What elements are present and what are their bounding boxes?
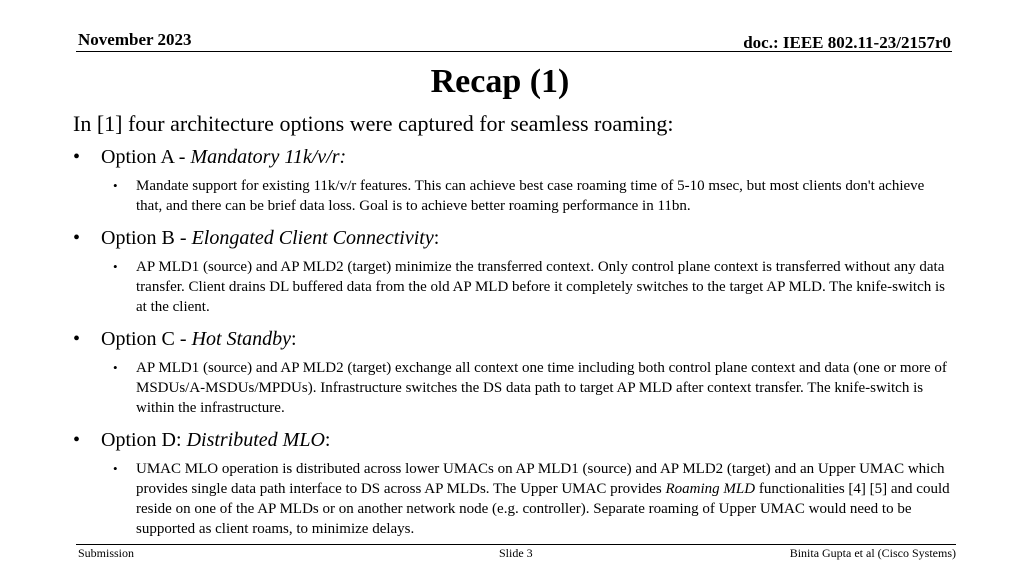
option-a-detail-text: Mandate support for existing 11k/v/r features. This can achieve best case roaming time of 5-10 msec, but most clients don't achieve that, and there can be brief data loss. Goal is to achieve better roaming performance in 11bn. [136, 178, 925, 214]
option-b-suffix: : [433, 227, 440, 249]
option-a-name: Mandatory 11k/v/r: [190, 146, 347, 168]
footer-slide-number: Slide 3 [499, 546, 533, 560]
option-d-detail-post: functionalities [4] [5] and could reside on one of the AP MLDs or on another network node (e.g. controller). Separate roaming of Upper UMAC would need to be supported as client roams, to minimize delays. [136, 481, 950, 537]
sub-bullet-icon: • [113, 461, 118, 476]
option-b-name: Elongated Client Connectivity [191, 227, 434, 249]
option-d-detail [113, 459, 953, 539]
sub-bullet-icon: • [113, 259, 118, 274]
header-divider [76, 51, 952, 52]
bullet-icon: • [73, 328, 81, 350]
option-a-detail [113, 176, 953, 216]
option-c-detail [113, 358, 953, 418]
intro-text: In [1] four architecture options were captured for seamless roaming: [73, 111, 674, 136]
bullet-icon: • [73, 429, 81, 451]
header-date: November 2023 [78, 30, 192, 49]
option-a-label: Option A - [101, 146, 191, 168]
option-c-label: Option C - [101, 328, 192, 350]
option-c-suffix: : [291, 328, 297, 350]
footer-submission: Submission [78, 546, 135, 560]
option-c-name: Hot Standby [191, 328, 291, 350]
option-d-suffix: : [324, 429, 331, 451]
footer-author: Binita Gupta et al (Cisco Systems) [789, 546, 956, 560]
option-d-detail-em: Roaming MLD [665, 481, 756, 497]
bullet-icon: • [73, 146, 81, 168]
option-d-name: Distributed MLO [186, 429, 325, 451]
sub-bullet-icon: • [113, 360, 118, 375]
option-c-heading [73, 326, 953, 352]
footer-divider [76, 544, 956, 545]
options-list [73, 144, 953, 548]
option-d-detail-pre: UMAC MLO operation is distributed across lower UMACs on AP MLD1 (source) and AP MLD2 (target) and an Upper UMAC which provides single data path interface to DS across AP MLDs. The Upper UMAC provides [136, 461, 945, 497]
bullet-icon: • [73, 227, 81, 249]
slide-title: Recap (1) [430, 63, 570, 100]
sub-bullet-icon: • [113, 178, 118, 193]
option-a-heading [73, 144, 953, 170]
option-d-label: Option D: [101, 429, 187, 451]
option-b-detail-text: AP MLD1 (source) and AP MLD2 (target) minimize the transferred context. Only control plane context is transferred without any data transfer. Client drains DL buffered data from the old AP MLD before it completely switches to the target AP MLD. The knife-switch is at the client. [136, 259, 945, 315]
option-b-detail [113, 257, 953, 317]
option-c-detail-text: AP MLD1 (source) and AP MLD2 (target) exchange all context one time including both control plane context and data (one or more of MSDUs/A-MSDUs/MPDUs). Infrastructure switches the DS data path to target AP MLD after context transfer. The knife-switch is within the infrastructure. [136, 360, 947, 416]
option-b-heading [73, 225, 953, 251]
option-d-heading [73, 427, 953, 453]
header-doc-id: doc.: IEEE 802.11-23/2157r0 [743, 33, 951, 52]
option-b-label: Option B - [101, 227, 192, 249]
